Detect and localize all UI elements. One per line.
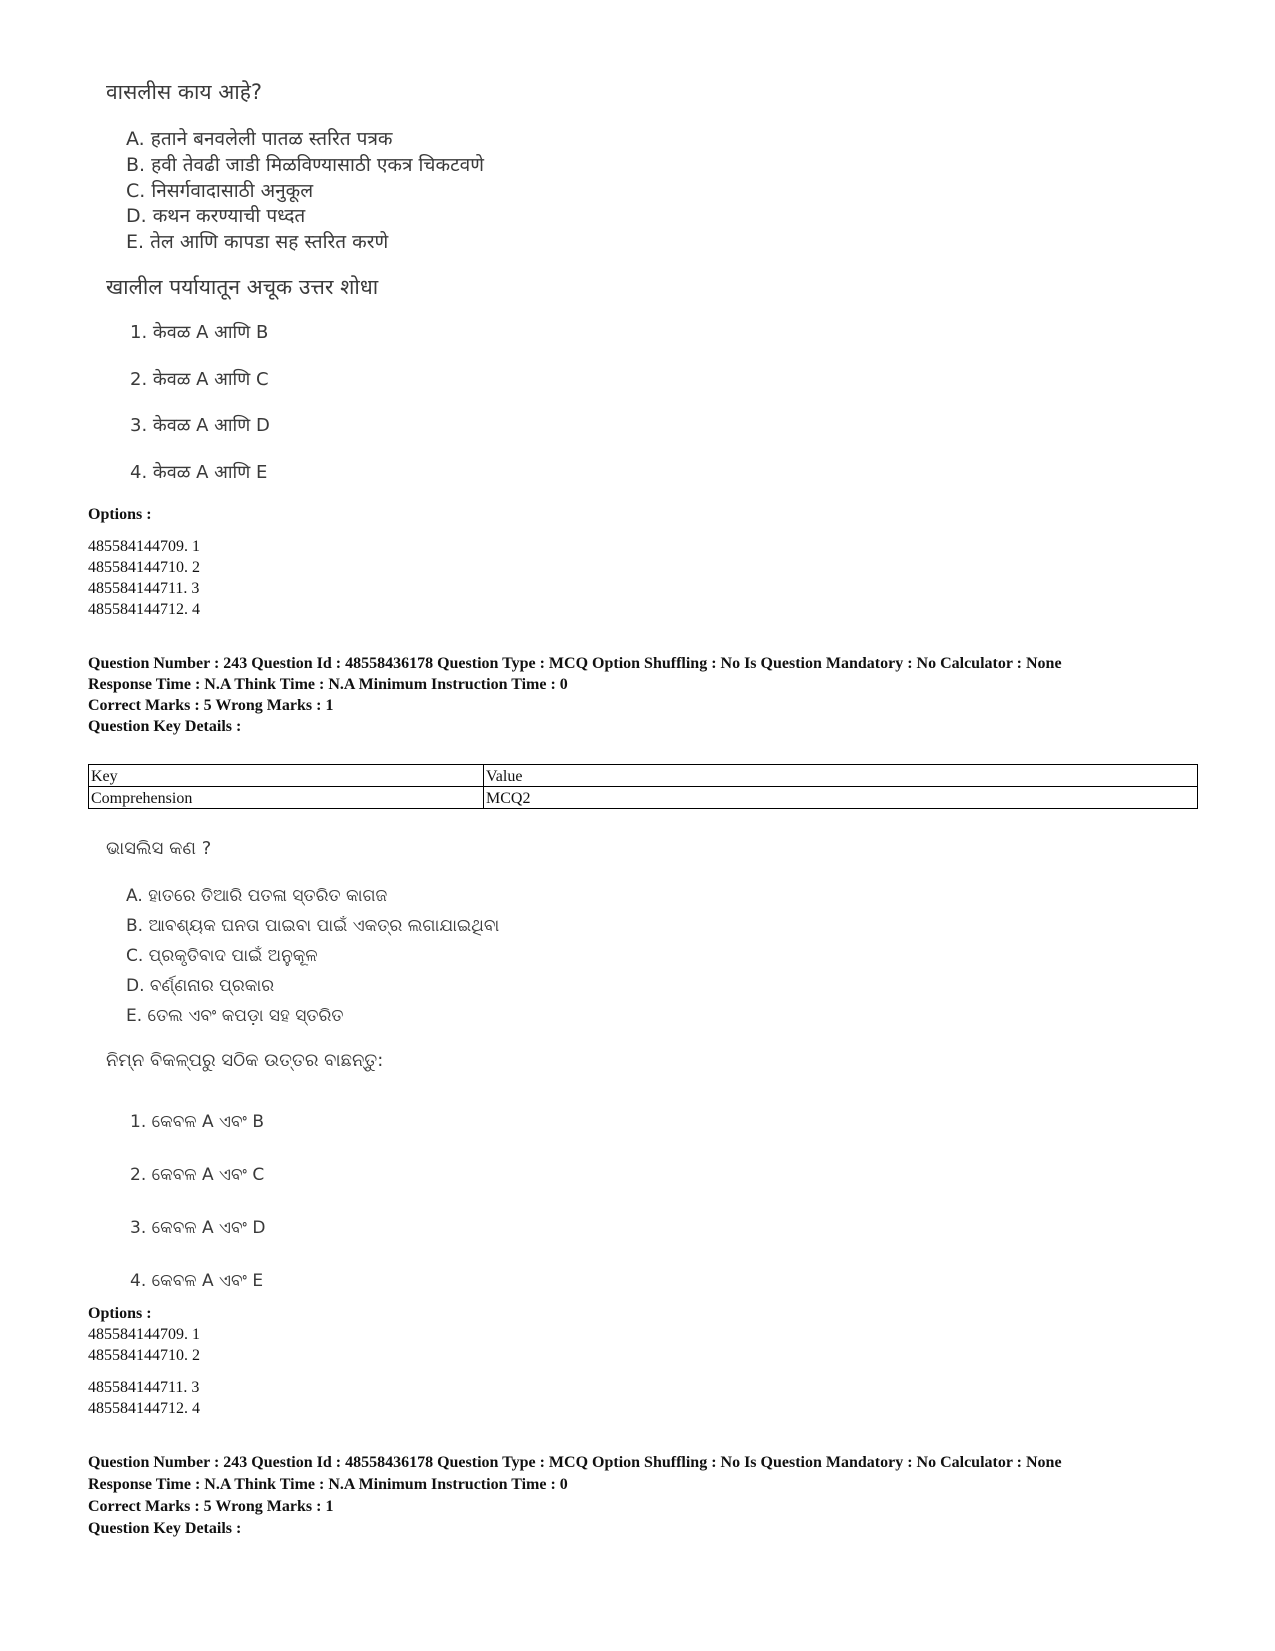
statement-c: C. निसर्गवादासाठी अनुकूल	[126, 180, 314, 202]
question-meta-line: Question Number : 243 Question Id : 48558436178 Question Type : MCQ Option Shuffling : No Is Question Mandatory : No Calculator : None	[88, 655, 1062, 672]
table-cell-value: MCQ2	[484, 787, 1198, 809]
choice-4: 4. କେବଳ A ଏବଂ E	[130, 1271, 264, 1291]
options-label: Options :	[88, 506, 152, 523]
statement-e: E. ତେଲ ଏବଂ କପଡ଼ା ସହ ସ୍ତରିତ	[126, 1006, 344, 1026]
statement-b: B. हवी तेवढी जाडी मिळविण्यासाठी एकत्र चिकटवणे	[126, 154, 484, 176]
options-label: Options :	[88, 1305, 152, 1322]
question-stem: ଭାସଲିସ କଣ ?	[106, 838, 212, 859]
choice-3: 3. କେବଳ A ଏବଂ D	[130, 1218, 266, 1238]
choice-1: 1. କେବଳ A ଏବଂ B	[130, 1112, 264, 1132]
option-item: 485584144709. 1	[88, 538, 200, 555]
table-cell-key: Comprehension	[89, 787, 484, 809]
table-row	[89, 787, 1198, 809]
statement-a: A. ହାତରେ ତିଆରି ପତଳା ସ୍ତରିତ କାଗଜ	[126, 886, 388, 906]
choice-1: 1. केवळ A आणि B	[130, 322, 269, 343]
statement-d: D. ବର୍ଣ୍ଣନାର ପ୍ରକାର	[126, 976, 275, 996]
choice-2: 2. केवळ A आणि C	[130, 369, 269, 390]
option-item: 485584144710. 2	[88, 1347, 200, 1364]
statement-d: D. कथन करण्याची पध्दत	[126, 205, 306, 227]
option-item: 485584144709. 1	[88, 1326, 200, 1343]
question-key-details-label: Question Key Details :	[88, 718, 242, 735]
table-header-key: Key	[89, 765, 484, 787]
question-meta-line: Response Time : N.A Think Time : N.A Minimum Instruction Time : 0	[88, 676, 568, 693]
statement-e: E. तेल आणि कापडा सह स्तरित करणे	[126, 231, 389, 253]
statement-b: B. ଆବଶ୍ୟକ ଘନତା ପାଇବା ପାଇଁ ଏକତ୍ର ଲଗାଯାଇଥିବା	[126, 916, 500, 936]
question-meta-line: Response Time : N.A Think Time : N.A Minimum Instruction Time : 0	[88, 1476, 568, 1493]
question-stem: वासलीस काय आहे?	[106, 80, 263, 104]
question-key-details-label: Question Key Details :	[88, 1520, 242, 1537]
choice-3: 3. केवळ A आणि D	[130, 415, 270, 436]
option-item: 485584144710. 2	[88, 559, 200, 576]
question-meta-line: Correct Marks : 5 Wrong Marks : 1	[88, 697, 334, 714]
question-key-table	[88, 764, 1198, 809]
choice-2: 2. କେବଳ A ଏବଂ C	[130, 1165, 265, 1185]
statement-c: C. ପ୍ରକୃତିବାଦ ପାଇଁ ଅନୁକୂଳ	[126, 946, 318, 966]
option-item: 485584144711. 3	[88, 580, 200, 597]
question-instruction: खालील पर्यायातून अचूक उत्तर शोधा	[106, 275, 379, 299]
statement-a: A. हताने बनवलेली पातळ स्तरित पत्रक	[126, 128, 393, 150]
question-meta-line: Question Number : 243 Question Id : 48558436178 Question Type : MCQ Option Shuffling : No Is Question Mandatory : No Calculator : None	[88, 1454, 1062, 1471]
choice-4: 4. केवळ A आणि E	[130, 462, 268, 483]
option-item: 485584144712. 4	[88, 601, 200, 618]
table-header-value: Value	[484, 765, 1198, 787]
question-meta-line: Correct Marks : 5 Wrong Marks : 1	[88, 1498, 334, 1515]
table-header-row	[89, 765, 1198, 787]
question-instruction: ନିମ୍ନ ବିକଳ୍ପରୁ ସଠିକ ଉତ୍ତର ବାଛନ୍ତୁ:	[106, 1050, 384, 1071]
option-item: 485584144712. 4	[88, 1400, 200, 1417]
option-item: 485584144711. 3	[88, 1379, 200, 1396]
